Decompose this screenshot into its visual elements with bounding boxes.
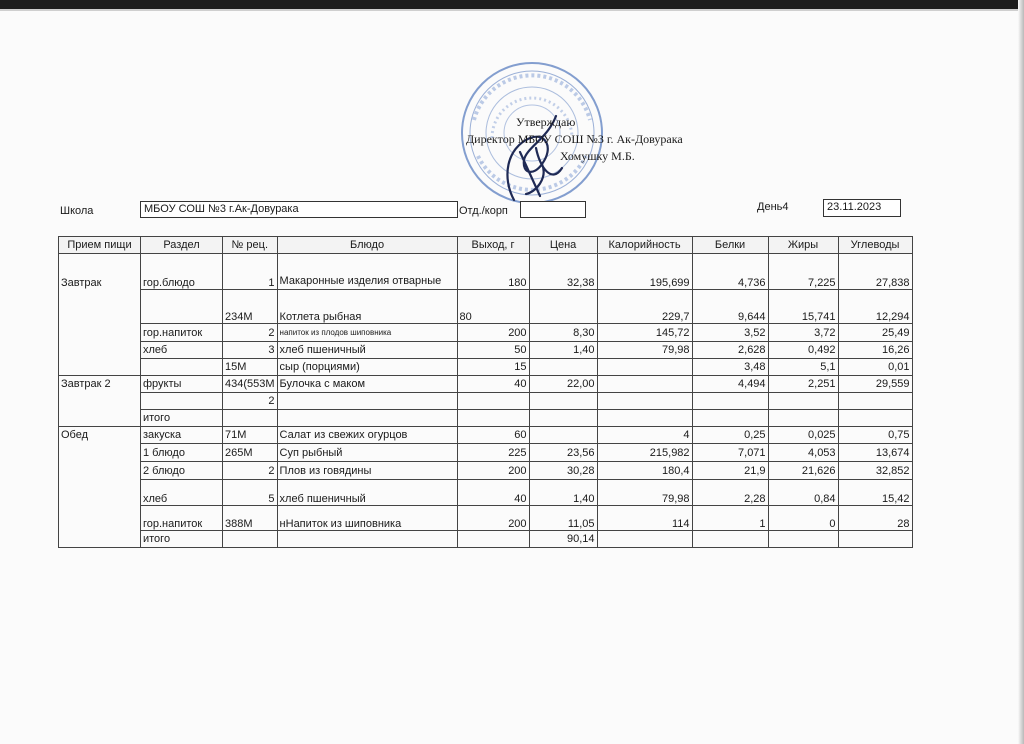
- cell-recipe: [223, 531, 278, 548]
- cell-fat: 15,741: [768, 290, 838, 324]
- cell-dish: нНапиток из шиповника: [277, 506, 457, 531]
- cell-carbs: 13,674: [838, 444, 912, 462]
- cell-protein: 9,644: [692, 290, 768, 324]
- cell-fat: 0,492: [768, 342, 838, 359]
- table-row: [59, 531, 913, 548]
- cell-meal: Завтрак 2: [59, 376, 141, 393]
- cell-meal: Обед: [59, 427, 141, 444]
- table-header-row: [59, 237, 913, 254]
- cell-carbs: 32,852: [838, 462, 912, 480]
- cell-protein: 1: [692, 506, 768, 531]
- cell-fat: 21,626: [768, 462, 838, 480]
- cell-dish: Котлета рыбная: [277, 290, 457, 324]
- cell-meal: [59, 506, 141, 531]
- cell-recipe: 1: [223, 254, 278, 290]
- cell-yield: [457, 393, 529, 410]
- cell-dish: [277, 531, 457, 548]
- cell-yield: 200: [457, 324, 529, 342]
- cell-dish: Салат из свежих огурцов: [277, 427, 457, 444]
- cell-fat: 4,053: [768, 444, 838, 462]
- cell-price: [529, 393, 597, 410]
- table-row: [59, 359, 913, 376]
- cell-yield: 200: [457, 462, 529, 480]
- school-field: МБОУ СОШ №3 г.Ак-Довурака: [140, 201, 458, 218]
- cell-protein: [692, 410, 768, 427]
- cell-meal: [59, 290, 141, 324]
- cell-calories: [597, 359, 692, 376]
- cell-dish: сыр (порциями): [277, 359, 457, 376]
- cell-calories: 195,699: [597, 254, 692, 290]
- cell-calories: 114: [597, 506, 692, 531]
- cell-meal: [59, 342, 141, 359]
- col-calories: Калорийность: [597, 237, 692, 254]
- approval-block: [466, 114, 683, 165]
- cell-price: 1,40: [529, 480, 597, 506]
- cell-protein: 3,52: [692, 324, 768, 342]
- cell-section: гор.напиток: [141, 506, 223, 531]
- cell-yield: 40: [457, 376, 529, 393]
- cell-dish: Суп рыбный: [277, 444, 457, 462]
- cell-carbs: 25,49: [838, 324, 912, 342]
- cell-meal: [59, 531, 141, 548]
- cell-dish: [277, 410, 457, 427]
- approval-name: Хомушку М.Б.: [560, 149, 635, 163]
- cell-carbs: 16,26: [838, 342, 912, 359]
- table-row: [59, 444, 913, 462]
- cell-protein: 0,25: [692, 427, 768, 444]
- cell-fat: 0: [768, 506, 838, 531]
- table-row: [59, 290, 913, 324]
- scan-edge-shadow: [0, 9, 1024, 11]
- col-meal: Прием пищи: [59, 237, 141, 254]
- cell-yield: 40: [457, 480, 529, 506]
- cell-section: закуска: [141, 427, 223, 444]
- table-row: [59, 342, 913, 359]
- col-recipe: № рец.: [223, 237, 278, 254]
- cell-section: 2 блюдо: [141, 462, 223, 480]
- cell-protein: [692, 531, 768, 548]
- cell-calories: 79,98: [597, 480, 692, 506]
- cell-recipe: 388М: [223, 506, 278, 531]
- cell-fat: [768, 410, 838, 427]
- cell-dish: Булочка с маком: [277, 376, 457, 393]
- cell-yield: [457, 410, 529, 427]
- cell-protein: 3,48: [692, 359, 768, 376]
- date-field: 23.11.2023: [823, 199, 901, 217]
- cell-protein: [692, 393, 768, 410]
- cell-yield: 60: [457, 427, 529, 444]
- col-yield: Выход, г: [457, 237, 529, 254]
- school-label: Школа: [60, 205, 94, 217]
- cell-calories: [597, 531, 692, 548]
- cell-calories: [597, 376, 692, 393]
- col-fat: Жиры: [768, 237, 838, 254]
- cell-meal: Завтрак: [59, 254, 141, 290]
- cell-price: 22,00: [529, 376, 597, 393]
- col-section: Раздел: [141, 237, 223, 254]
- cell-carbs: 28: [838, 506, 912, 531]
- cell-dish: Макаронные изделия отварные: [277, 254, 457, 290]
- cell-recipe: 15М: [223, 359, 278, 376]
- cell-calories: 145,72: [597, 324, 692, 342]
- table-row: [59, 506, 913, 531]
- cell-meal: [59, 324, 141, 342]
- cell-carbs: 12,294: [838, 290, 912, 324]
- cell-calories: [597, 393, 692, 410]
- cell-price: [529, 410, 597, 427]
- cell-price: 23,56: [529, 444, 597, 462]
- cell-section: 1 блюдо: [141, 444, 223, 462]
- cell-price: 32,38: [529, 254, 597, 290]
- scan-edge-top: [0, 0, 1024, 9]
- cell-section: итого: [141, 531, 223, 548]
- cell-protein: 21,9: [692, 462, 768, 480]
- cell-calories: 229,7: [597, 290, 692, 324]
- cell-dish: хлеб пшеничный: [277, 342, 457, 359]
- cell-protein: 4,736: [692, 254, 768, 290]
- scan-edge-right: [1018, 0, 1024, 744]
- cell-fat: [768, 393, 838, 410]
- cell-fat: 2,251: [768, 376, 838, 393]
- cell-recipe: 3: [223, 342, 278, 359]
- col-protein: Белки: [692, 237, 768, 254]
- cell-price: 90,14: [529, 531, 597, 548]
- table-row: [59, 376, 913, 393]
- cell-calories: 4: [597, 427, 692, 444]
- cell-dish: Плов из говядины: [277, 462, 457, 480]
- cell-recipe: 5: [223, 480, 278, 506]
- cell-calories: 180,4: [597, 462, 692, 480]
- cell-recipe: 265М: [223, 444, 278, 462]
- cell-dish: хлеб пшеничный: [277, 480, 457, 506]
- cell-recipe: 71М: [223, 427, 278, 444]
- dept-field: [520, 201, 586, 218]
- day-label: День: [757, 201, 783, 213]
- cell-fat: 0,84: [768, 480, 838, 506]
- cell-price: 8,30: [529, 324, 597, 342]
- col-carbs: Углеводы: [838, 237, 912, 254]
- cell-calories: 79,98: [597, 342, 692, 359]
- cell-carbs: 27,838: [838, 254, 912, 290]
- cell-protein: 2,28: [692, 480, 768, 506]
- cell-yield: 200: [457, 506, 529, 531]
- cell-recipe: 234М: [223, 290, 278, 324]
- cell-meal: [59, 444, 141, 462]
- dept-label: Отд./корп: [459, 205, 508, 217]
- table-row: [59, 462, 913, 480]
- cell-carbs: [838, 531, 912, 548]
- cell-fat: 7,225: [768, 254, 838, 290]
- approval-position: Директор МБОУ СОШ №3 г. Ак-Довурака: [466, 132, 683, 146]
- cell-protein: 4,494: [692, 376, 768, 393]
- cell-meal: [59, 393, 141, 410]
- table-row: [59, 410, 913, 427]
- cell-recipe: 434(553М: [223, 376, 278, 393]
- cell-yield: 50: [457, 342, 529, 359]
- cell-recipe: 2: [223, 393, 278, 410]
- cell-section: гор.блюдо: [141, 254, 223, 290]
- cell-yield: [457, 531, 529, 548]
- cell-yield: 15: [457, 359, 529, 376]
- table-row: [59, 324, 913, 342]
- cell-recipe: 2: [223, 324, 278, 342]
- approval-title: Утверждаю: [516, 115, 576, 129]
- cell-section: гор.напиток: [141, 324, 223, 342]
- cell-section: фрукты: [141, 376, 223, 393]
- cell-dish: напиток из плодов шиповника: [277, 324, 457, 342]
- col-price: Цена: [529, 237, 597, 254]
- cell-recipe: 2: [223, 462, 278, 480]
- cell-protein: 7,071: [692, 444, 768, 462]
- cell-carbs: 29,559: [838, 376, 912, 393]
- cell-fat: 0,025: [768, 427, 838, 444]
- cell-price: [529, 290, 597, 324]
- cell-price: 11,05: [529, 506, 597, 531]
- cell-yield: 80: [457, 290, 529, 324]
- cell-meal: [59, 359, 141, 376]
- cell-protein: 2,628: [692, 342, 768, 359]
- menu-table: [58, 236, 913, 548]
- cell-fat: 3,72: [768, 324, 838, 342]
- cell-yield: 180: [457, 254, 529, 290]
- day-field: [757, 201, 789, 213]
- cell-recipe: [223, 410, 278, 427]
- cell-carbs: [838, 393, 912, 410]
- table-row: [59, 427, 913, 444]
- cell-section: хлеб: [141, 480, 223, 506]
- cell-calories: [597, 410, 692, 427]
- cell-fat: [768, 531, 838, 548]
- cell-yield: 225: [457, 444, 529, 462]
- cell-fat: 5,1: [768, 359, 838, 376]
- cell-calories: 215,982: [597, 444, 692, 462]
- cell-section: [141, 290, 223, 324]
- cell-carbs: 0,75: [838, 427, 912, 444]
- cell-section: [141, 393, 223, 410]
- day-value: 4: [782, 201, 789, 213]
- cell-price: [529, 359, 597, 376]
- col-dish: Блюдо: [277, 237, 457, 254]
- cell-carbs: 15,42: [838, 480, 912, 506]
- cell-price: 30,28: [529, 462, 597, 480]
- cell-carbs: 0,01: [838, 359, 912, 376]
- table-row: [59, 393, 913, 410]
- cell-meal: [59, 462, 141, 480]
- cell-section: итого: [141, 410, 223, 427]
- cell-carbs: [838, 410, 912, 427]
- cell-section: [141, 359, 223, 376]
- cell-price: [529, 427, 597, 444]
- table-row: [59, 254, 913, 290]
- cell-dish: [277, 393, 457, 410]
- cell-meal: [59, 410, 141, 427]
- cell-price: 1,40: [529, 342, 597, 359]
- cell-meal: [59, 480, 141, 506]
- cell-section: хлеб: [141, 342, 223, 359]
- table-row: [59, 480, 913, 506]
